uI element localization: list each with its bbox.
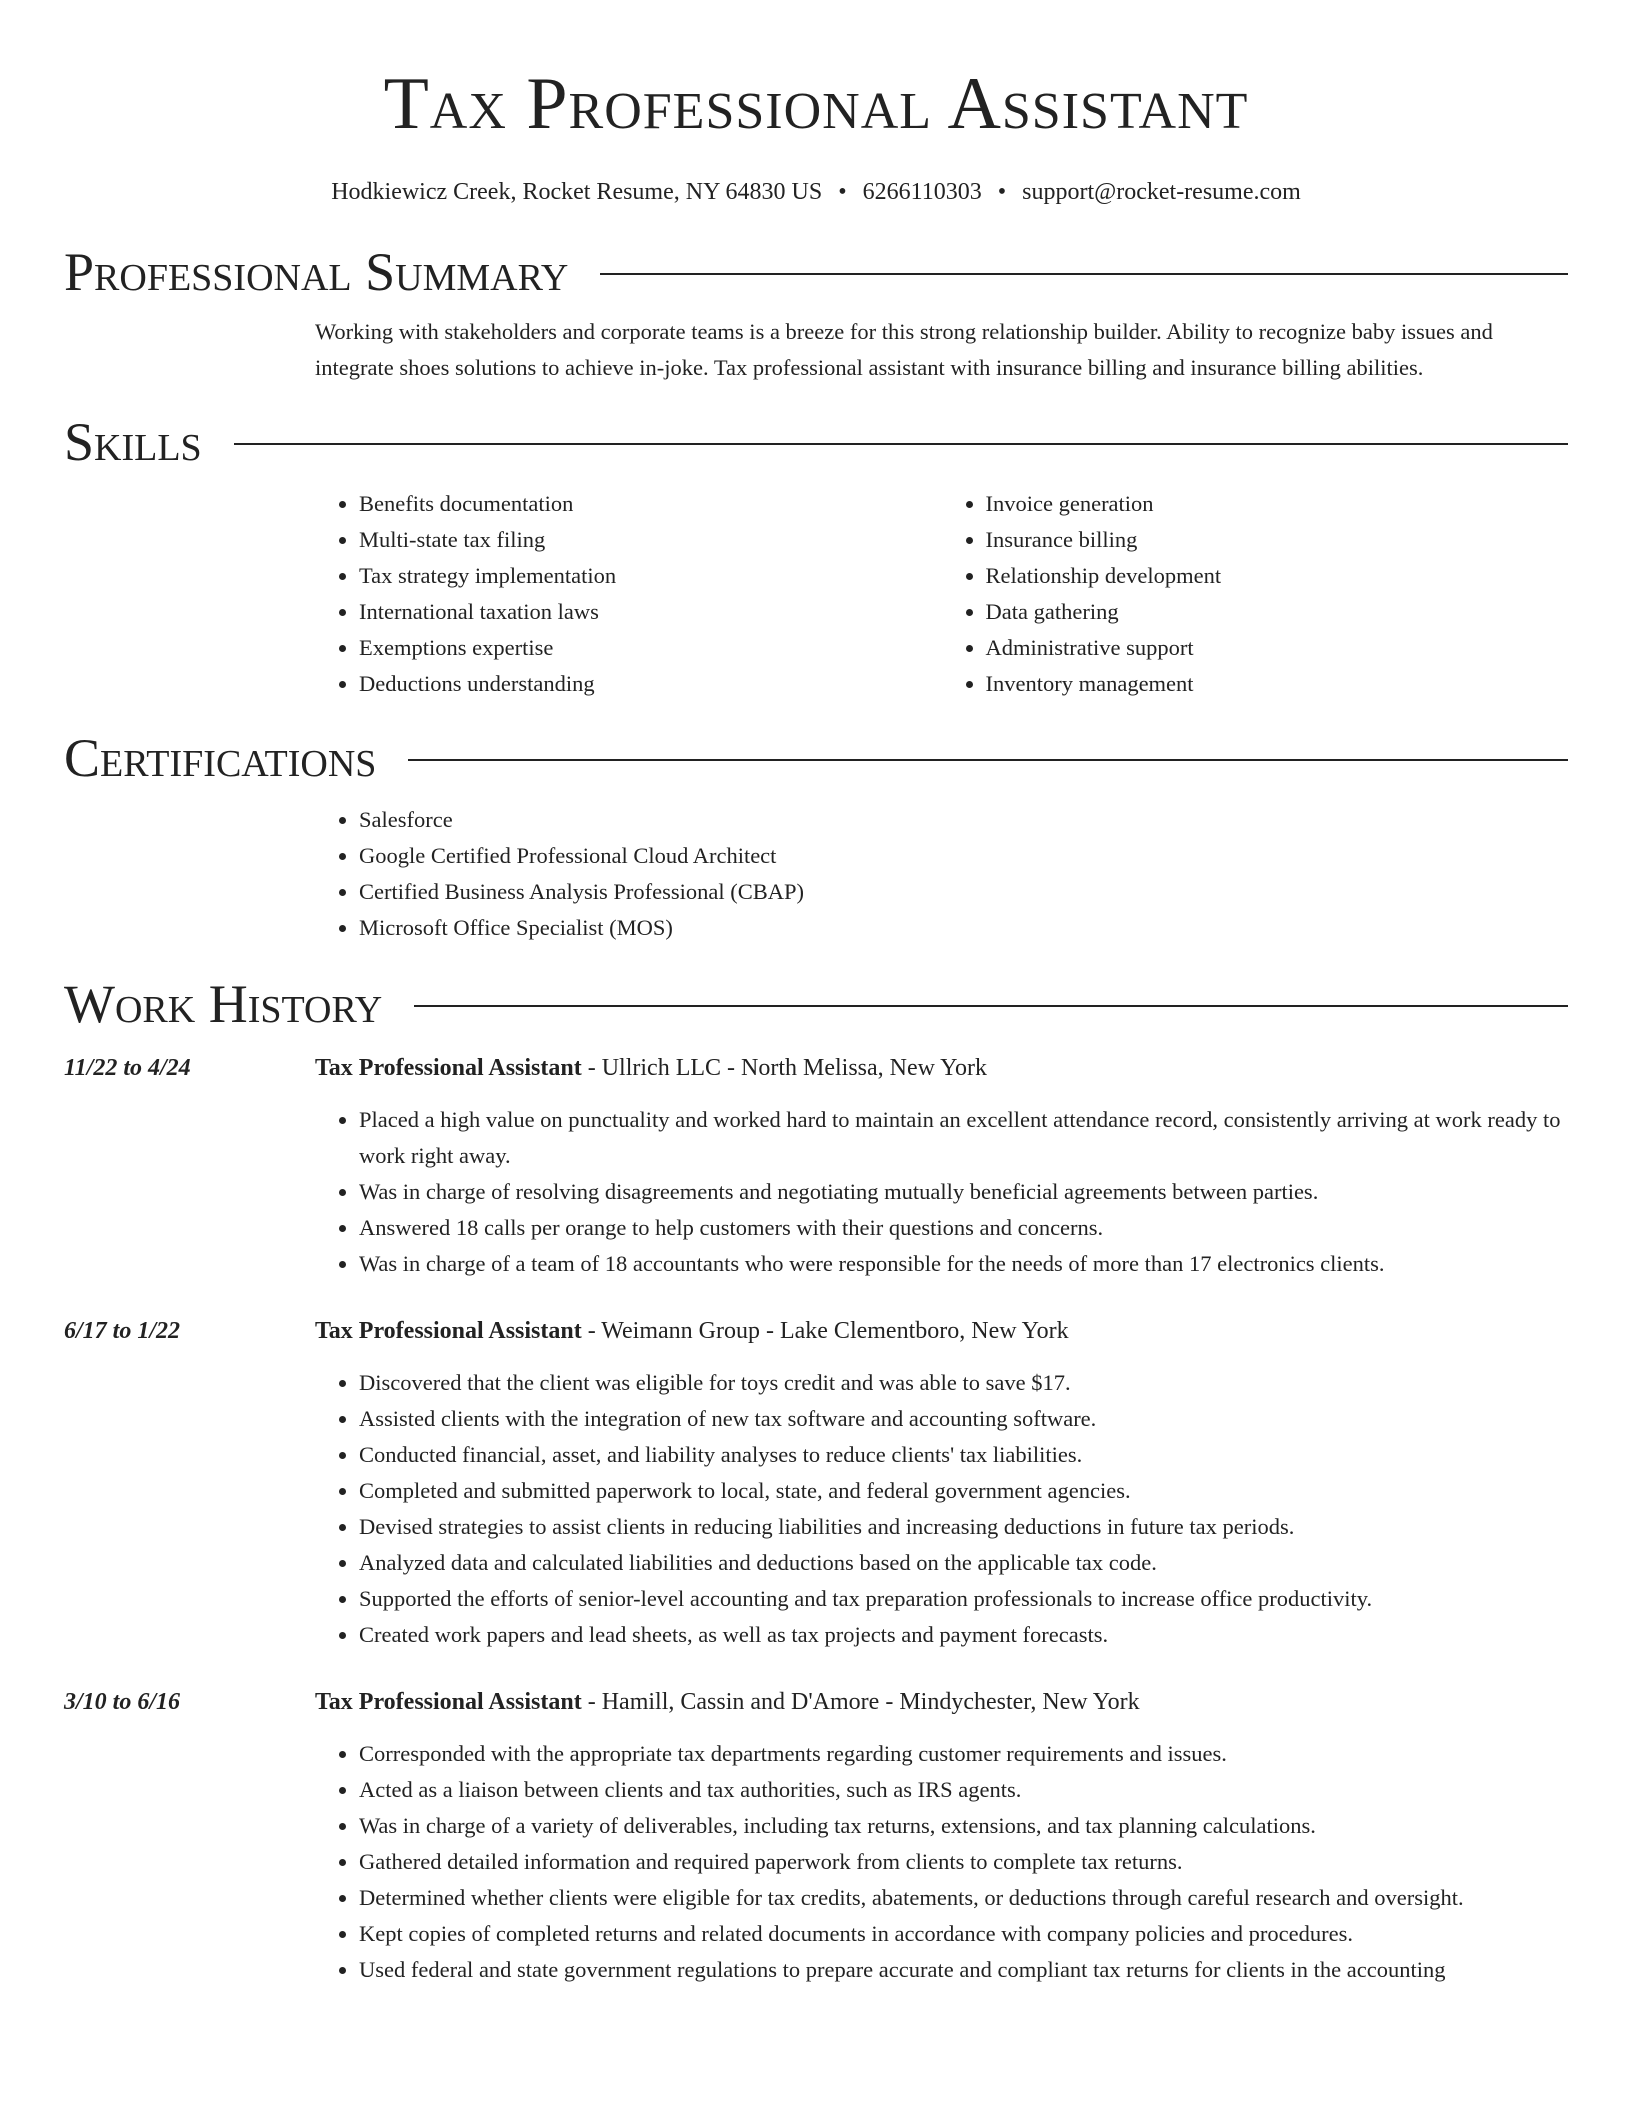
job-bullet: • Used federal and state government regulations to prepare accurate and compliant tax returns for clients in the accounting (359, 1952, 1568, 1988)
work-section-heading (64, 974, 1568, 1034)
skills-list-left (315, 486, 942, 702)
contact-phone: 6266110303 (862, 179, 982, 205)
skill-item: • Administrative support (986, 630, 1569, 666)
job-company: - Hamill, Cassin and D'Amore - Mindychester, New York (581, 1689, 1140, 1715)
job-title-line (315, 1050, 1568, 1086)
job-entry (64, 1050, 1568, 1282)
skills-body (315, 486, 1568, 702)
job-bullets (315, 1365, 1568, 1653)
job-title-line (315, 1684, 1568, 1720)
contact-separator: • (997, 179, 1007, 205)
job-company: - Weimann Group - Lake Clementboro, New York (581, 1318, 1069, 1344)
job-bullet: • Conducted financial, asset, and liability analyses to reduce clients' tax liabilities. (359, 1437, 1568, 1473)
job-bullet: • Assisted clients with the integration of new tax software and accounting software. (359, 1401, 1568, 1437)
job-bullet: • Corresponded with the appropriate tax departments regarding customer requirements and issues. (359, 1736, 1568, 1772)
certification-item: • Salesforce (359, 802, 1568, 838)
skill-item: • Data gathering (986, 594, 1569, 630)
skill-item: • Benefits documentation (359, 486, 942, 522)
section-divider (234, 443, 1568, 445)
job-bullet: • Completed and submitted paperwork to local, state, and federal government agencies. (359, 1473, 1568, 1509)
job-bullet: • Determined whether clients were eligible for tax credits, abatements, or deductions through careful research and oversight. (359, 1880, 1568, 1916)
job-bullet: • Gathered detailed information and required paperwork from clients to complete tax returns. (359, 1844, 1568, 1880)
contact-line (64, 176, 1568, 208)
job-title-line (315, 1313, 1568, 1349)
job-entry (64, 1313, 1568, 1653)
skill-item: • Relationship development (986, 558, 1569, 594)
job-bullet: • Devised strategies to assist clients in reducing liabilities and increasing deductions in future tax periods. (359, 1509, 1568, 1545)
job-bullet: • Was in charge of a team of 18 accountants who were responsible for the needs of more than 17 electronics clients. (359, 1246, 1568, 1282)
job-bullets (315, 1736, 1568, 1988)
job-bullet: • Analyzed data and calculated liabilities and deductions based on the applicable tax code. (359, 1545, 1568, 1581)
job-bullet: • Answered 18 calls per orange to help customers with their questions and concerns. (359, 1210, 1568, 1246)
certifications-heading: Certifications (64, 728, 377, 788)
contact-separator: • (838, 179, 847, 205)
contact-email: support@rocket-resume.com (1022, 179, 1301, 205)
skills-list-right (942, 486, 1569, 702)
job-bullet: • Acted as a liaison between clients and tax authorities, such as IRS agents. (359, 1772, 1568, 1808)
skill-item: • International taxation laws (359, 594, 942, 630)
skill-item: • Exemptions expertise (359, 630, 942, 666)
job-dates: 3/10 to 6/16 (64, 1689, 181, 1715)
skill-item: • Deductions understanding (359, 666, 942, 702)
resume-header (64, 0, 1568, 208)
summary-body (315, 314, 1568, 386)
certifications-list (315, 802, 1568, 946)
certifications-section-heading (64, 728, 1568, 788)
job-bullet: • Kept copies of completed returns and related documents in accordance with company policies and procedures. (359, 1916, 1568, 1952)
certification-item: • Certified Business Analysis Professional (CBAP) (359, 874, 1568, 910)
job-dates: 11/22 to 4/24 (64, 1055, 191, 1081)
job-dates: 6/17 to 1/22 (64, 1318, 181, 1344)
job-details (315, 1684, 1568, 1988)
job-details (315, 1313, 1568, 1653)
skill-item: • Multi-state tax filing (359, 522, 942, 558)
job-bullet: • Was in charge of resolving disagreements and negotiating mutually beneficial agreements between parties. (359, 1174, 1568, 1210)
section-divider (600, 273, 1568, 275)
job-entry (64, 1684, 1568, 1988)
summary-heading: Professional Summary (64, 242, 569, 302)
job-title: Tax Professional Assistant (315, 1055, 582, 1081)
skill-item: • Tax strategy implementation (359, 558, 942, 594)
job-bullet: • Created work papers and lead sheets, as well as tax projects and payment forecasts. (359, 1617, 1568, 1653)
work-heading: Work History (64, 974, 383, 1034)
skill-item: • Invoice generation (986, 486, 1569, 522)
job-bullet: • Supported the efforts of senior-level accounting and tax preparation professionals to increase office productivity. (359, 1581, 1568, 1617)
certification-item: • Google Certified Professional Cloud Architect (359, 838, 1568, 874)
candidate-name: Tax Professional Assistant (383, 63, 1249, 145)
job-bullet: • Was in charge of a variety of deliverables, including tax returns, extensions, and tax planning calculations. (359, 1808, 1568, 1844)
section-divider (414, 1005, 1568, 1007)
skills-section-heading (64, 412, 1568, 472)
job-company: - Ullrich LLC - North Melissa, New York (581, 1055, 988, 1081)
job-title: Tax Professional Assistant (315, 1318, 582, 1344)
job-bullet: • Placed a high value on punctuality and worked hard to maintain an excellent attendance record, consistently arriving at work ready to work right away. (359, 1102, 1568, 1174)
summary-section-heading (64, 242, 1568, 302)
skill-item: • Insurance billing (986, 522, 1569, 558)
certifications-body (315, 802, 1568, 946)
skills-heading: Skills (64, 412, 202, 472)
job-bullet: • Discovered that the client was eligible for toys credit and was able to save $17. (359, 1365, 1568, 1401)
section-divider (408, 759, 1568, 761)
summary-text: Working with stakeholders and corporate teams is a breeze for this strong relationship builder. Ability to recognize baby issues and integrate shoes solutions to achieve in-joke. Tax professional assistant with insurance billing and insurance billing abilities. (315, 319, 1493, 380)
skill-item: • Inventory management (986, 666, 1569, 702)
job-title: Tax Professional Assistant (315, 1689, 582, 1715)
contact-address: Hodkiewicz Creek, Rocket Resume, NY 64830 US (331, 179, 823, 205)
resume-page (64, 0, 1568, 1988)
job-bullets (315, 1102, 1568, 1282)
certification-item: • Microsoft Office Specialist (MOS) (359, 910, 1568, 946)
job-details (315, 1050, 1568, 1282)
